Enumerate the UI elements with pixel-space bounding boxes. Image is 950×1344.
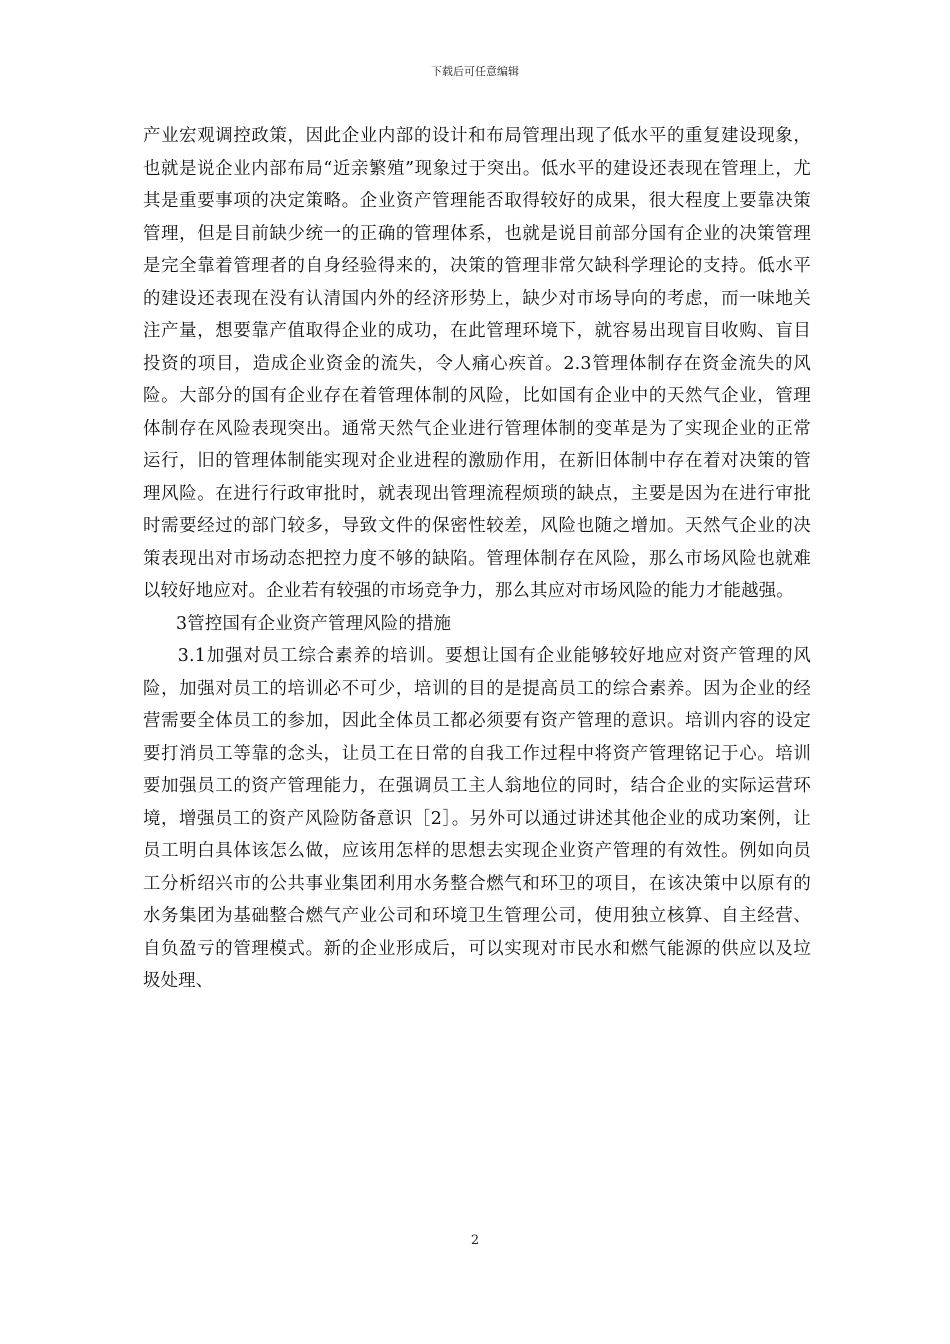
paragraph-3-1: 3.1加强对员工综合素养的培训。要想让国有企业能够较好地应对资产管理的风险，加强对员工的培训必不可少，培训的目的是提高员工的综合素养。因为企业的经营需要全体员工的参加，因此全体员工都必须要有资产管理的意识。培训内容的设定要打消员工等靠的念头，让员工在日常的自我工作过程中将资产管理铭记于心。培训要加强员工的资产管理能力，在强调员工主人翁地位的同时，结合企业的实际运营环境，增强员工的资产风险防备意识［2］。另外可以通过讲述其他企业的成功案例，让员工明白具体该怎么做，应该用怎样的思想去实现企业资产管理的有效性。例如向员工分析绍兴市的公共事业集团利用水务整合燃气和环卫的项目，在该决策中以原有的水务集团为基础整合燃气产业公司和环境卫生管理公司，使用独立核算、自主经营、自负盈亏的管理模式。新的企业形成后，可以实现对市民水和燃气能源的供应以及垃圾处理、 [143,646,811,991]
body-text [143,120,811,998]
page-header: 下载后可任意编辑 [431,65,519,78]
paragraph-continuation: 产业宏观调控政策，因此企业内部的设计和布局管理出现了低水平的重复建设现象，也就是说企业内部布局“近亲繁殖”现象过于突出。低水平的建设还表现在管理上，尤其是重要事项的决定策略。企业资产管理能否取得较好的成果，很大程度上要靠决策管理，但是目前缺少统一的正确的管理体系，也就是说目前部分国有企业的决策管理是完全靠着管理者的自身经验得来的，决策的管理非常欠缺科学理论的支持。低水平的建设还表现在没有认清国内外的经济形势上，缺少对市场导向的考虑，而一味地关注产量，想要靠产值取得企业的成功，在此管理环境下，就容易出现盲目收购、盲目投资的项目，造成企业资金的流失，令人痛心疾首。2.3管理体制存在资金流失的风险。大部分的国有企业存在着管理体制的风险，比如国有企业中的天然气企业，管理体制存在风险表现突出。通常天然气企业进行管理体制的变革是为了实现企业的正常运行，旧的管理体制能实现对企业进程的激励作用，在新旧体制中存在着对决策的管理风险。在进行行政审批时，就表现出管理流程烦琐的缺点，主要是因为在进行审批时需要经过的部门较多，导致文件的保密性较差，风险也随之增加。天然气企业的决策表现出对市场动态把控力度不够的缺陷。管理体制存在风险，那么市场风险也就难以较好地应对。企业若有较强的市场竞争力，那么其应对市场风险的能力才能越强。 [143,126,811,601]
page-number: 2 [470,1233,480,1248]
section-heading: 3管控国有企业资产管理风险的措施 [176,613,452,634]
